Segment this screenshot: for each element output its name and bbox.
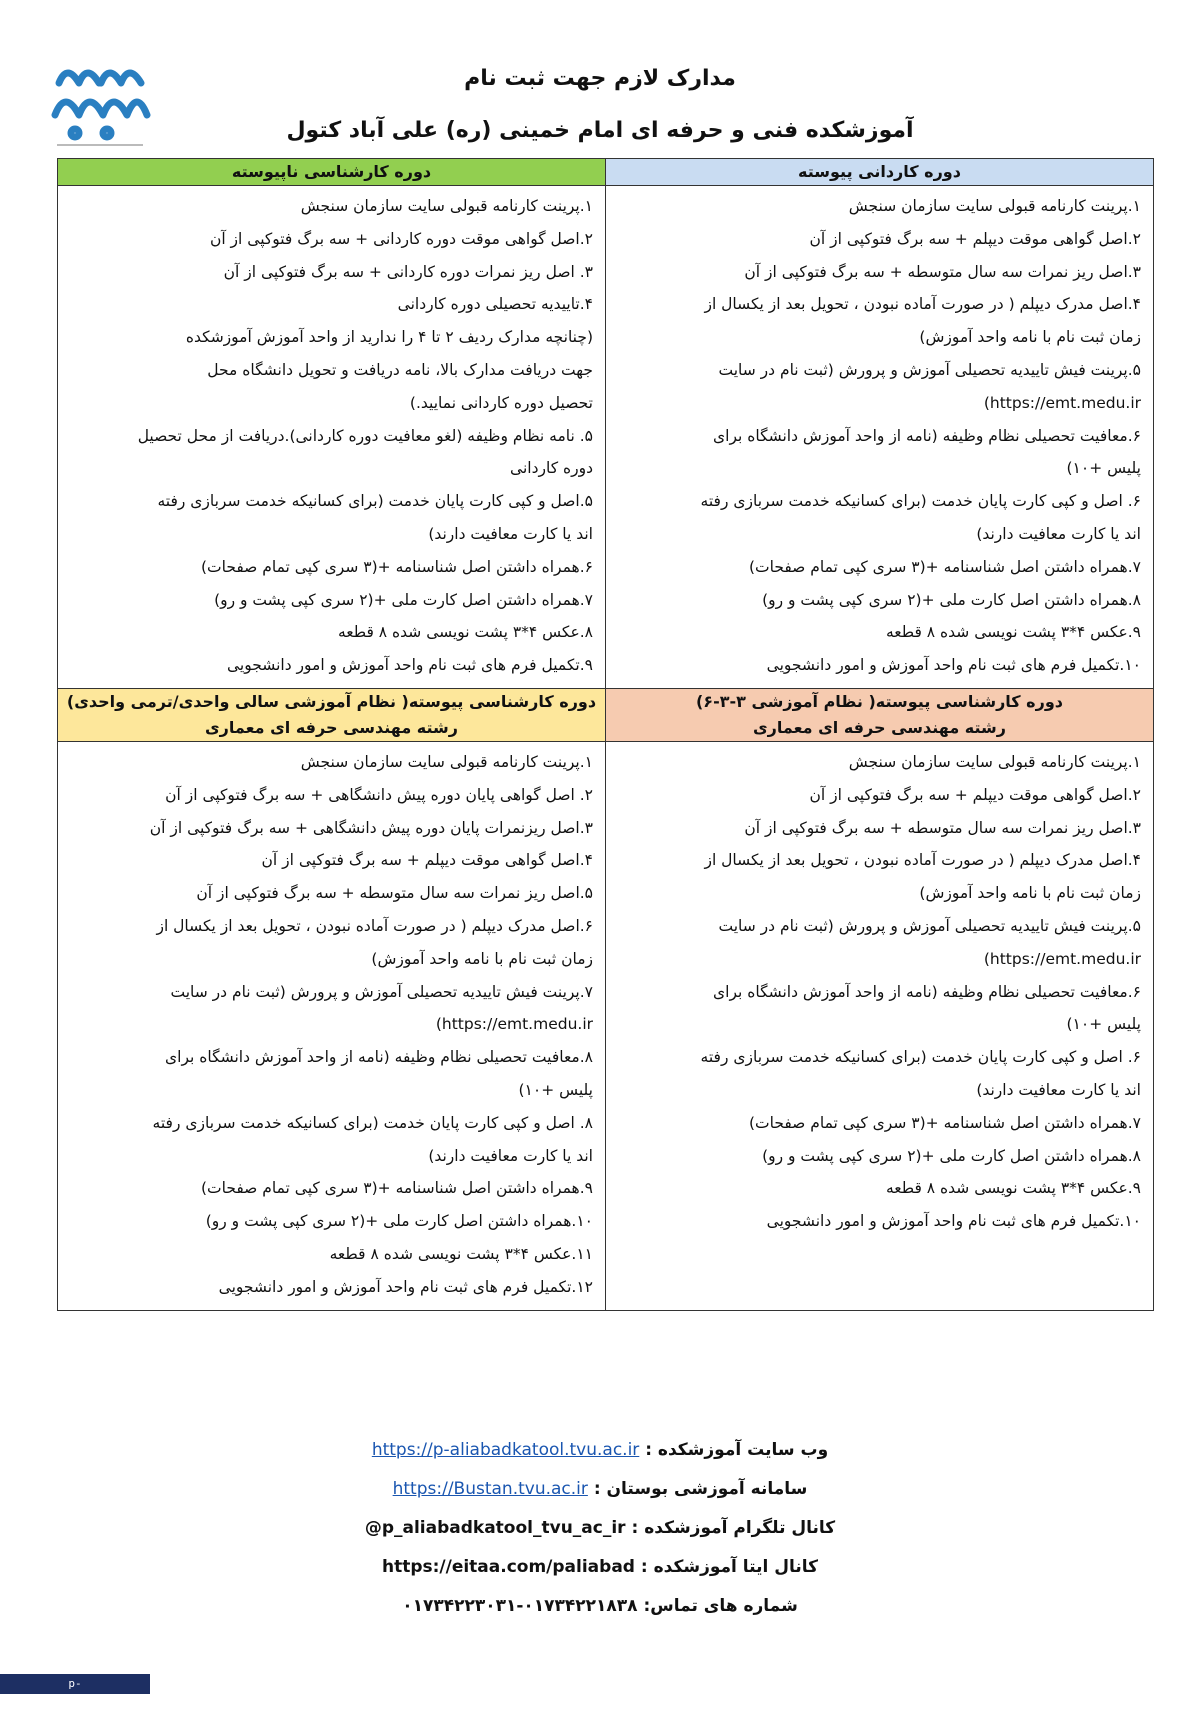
header-peyvaste-annual [58, 688, 606, 741]
list-item: ۴.تاییدیه تحصیلی دوره کاردانی [397, 295, 593, 314]
telegram-label: کانال تلگرام آموزشکده : [631, 1518, 836, 1538]
list-item: زمان ثبت نام با نامه واحد آموزش) [371, 949, 593, 968]
footer-telegram [200, 1518, 1000, 1538]
list-item: ۱۲.تکمیل فرم های ثبت نام واحد آموزش و امور دانشجویی [218, 1277, 593, 1296]
list-kardani [606, 186, 1153, 688]
header-kardani: دوره کاردانی پیوسته [606, 159, 1154, 186]
list-item: ۵. نامه نظام وظیفه (لغو معافیت دوره کاردانی).دریافت از محل تحصیل [137, 426, 593, 445]
list-item: اند یا کارت معافیت دارند) [428, 1146, 593, 1165]
list-item: ۳. اصل ریز نمرات دوره کاردانی + سه برگ فتوکپی از آن [223, 262, 593, 281]
list-item: ۸.معافیت تحصیلی نظام وظیفه (نامه از واحد آموزش دانشگاه برای [165, 1048, 593, 1067]
header-peyvaste-annual-major: رشته مهندسی حرفه ای معماری [205, 717, 458, 737]
page-title: مدارک لازم جهت ثبت نام [464, 66, 736, 91]
list-item: ۵.پرینت فیش تاییدیه تحصیلی آموزش و پرورش (ثبت نام در سایت [718, 916, 1141, 935]
list-item: ۳.اصل ریز نمرات سه سال متوسطه + سه برگ فتوکپی از آن [744, 818, 1141, 837]
bustan-label: سامانه آموزشی بوستان : [593, 1479, 808, 1499]
footer-website [200, 1440, 1000, 1460]
website-label: وب سایت آموزشکده : [645, 1440, 829, 1460]
list-item: ۲.اصل گواهی موقت دیپلم + سه برگ فتوکپی از آن [809, 229, 1141, 248]
list-item: ۶.اصل مدرک دیپلم ( در صورت آماده نبودن ، تحویل بعد از یکسال از [156, 916, 593, 935]
list-item: ۵.پرینت فیش تاییدیه تحصیلی آموزش و پرورش (ثبت نام در سایت [718, 360, 1141, 379]
list-item: ۲. اصل گواهی پایان دوره پیش دانشگاهی + سه برگ فتوکپی از آن [165, 785, 593, 804]
bustan-logo [45, 45, 155, 155]
list-item: پلیس +۱۰) [518, 1080, 593, 1099]
list-item: ۱.پرینت کارنامه قبولی سایت سازمان سنجش [848, 197, 1141, 215]
list-item: ۹.همراه داشتن اصل شناسنامه +(۳ سری کپی تمام صفحات) [200, 1179, 593, 1198]
list-item: ۱۰.همراه داشتن اصل کارت ملی +(۲ سری کپی پشت و رو) [205, 1212, 593, 1231]
bustan-link[interactable]: https://Bustan.tvu.ac.ir [392, 1479, 588, 1499]
list-item: ۶. اصل و کپی کارت پایان خدمت (برای کسانیکه خدمت سربازی رفته [700, 1048, 1141, 1067]
list-item: اند یا کارت معافیت دارند) [428, 524, 593, 543]
list-item: ۳.اصل ریزنمرات پایان دوره پیش دانشگاهی + سه برگ فتوکپی از آن [149, 818, 593, 837]
list-item: ۴.اصل مدرک دیپلم ( در صورت آماده نبودن ، تحویل بعد از یکسال از [704, 295, 1141, 314]
eitaa-label: کانال ایتا آموزشکده : [640, 1557, 819, 1577]
list-item: ۱.پرینت کارنامه قبولی سایت سازمان سنجش [300, 197, 593, 215]
list-item: زمان ثبت نام با نامه واحد آموزش) [919, 884, 1141, 903]
footer-phone [200, 1596, 1000, 1616]
website-link[interactable]: https://p-aliabadkatool.tvu.ac.ir [371, 1440, 640, 1460]
list-item: ۹.تکمیل فرم های ثبت نام واحد آموزش و امور دانشجویی [227, 656, 593, 675]
list-item: جهت دریافت مدارک بالا، نامه دریافت و تحویل دانشگاه محل [207, 360, 593, 379]
list-item: ۶.معافیت تحصیلی نظام وظیفه (نامه از واحد آموزش دانشگاه برای [713, 426, 1141, 445]
list-item: ۷.همراه داشتن اصل کارت ملی +(۲ سری کپی پشت و رو) [214, 590, 593, 609]
header-peyvaste-636 [606, 688, 1154, 741]
list-item: ۸. اصل و کپی کارت پایان خدمت (برای کسانیکه خدمت سربازی رفته [152, 1113, 593, 1132]
telegram-handle: @p_aliabadkatool_tvu_ac_ir [364, 1518, 626, 1538]
list-item: ۸.عکس ۴*۳ پشت نویسی شده ۸ قطعه [337, 623, 593, 642]
phone-numbers: ۰۱۷۳۴۲۲۱۸۳۸-۰۱۷۳۴۲۲۳۰۳۱ [402, 1596, 638, 1616]
list-item: زمان ثبت نام با نامه واحد آموزش) [919, 328, 1141, 347]
list-napeyvaste [58, 186, 605, 688]
list-item: ۱.پرینت کارنامه قبولی سایت سازمان سنجش [300, 752, 593, 771]
list-item: ۳.اصل ریز نمرات سه سال متوسطه + سه برگ فتوکپی از آن [744, 262, 1141, 281]
list-item: پلیس +۱۰) [1066, 459, 1141, 478]
header-peyvaste-annual-title: دوره کارشناسی پیوسته( نظام آموزشی سالی واحدی/ترمی واحدی) [66, 691, 597, 711]
list-item: ۷.پرینت فیش تاییدیه تحصیلی آموزش و پرورش (ثبت نام در سایت [170, 982, 593, 1001]
footer-eitaa [200, 1557, 1000, 1577]
header-peyvaste-636-title: دوره کارشناسی پیوسته( نظام آموزشی ۳-۳-۶) [695, 691, 1063, 711]
list-item: ۸.همراه داشتن اصل کارت ملی +(۲ سری کپی پشت و رو) [762, 1146, 1141, 1165]
list-item: ۷.همراه داشتن اصل شناسنامه +(۳ سری کپی تمام صفحات) [748, 557, 1141, 576]
list-item: اند یا کارت معافیت دارند) [976, 524, 1141, 543]
list-item: ۵.اصل و کپی کارت پایان خدمت (برای کسانیکه خدمت سربازی رفته [157, 492, 593, 511]
list-item: https://emt.medu.ir) [435, 1015, 593, 1034]
list-item: ۲.اصل گواهی موقت دیپلم + سه برگ فتوکپی از آن [809, 785, 1141, 804]
list-item: دوره کاردانی [510, 459, 593, 478]
list-item: https://emt.medu.ir) [983, 949, 1141, 968]
header-peyvaste-636-major: رشته مهندسی حرفه ای معماری [753, 717, 1006, 737]
list-item: ۱۱.عکس ۴*۳ پشت نویسی شده ۸ قطعه [329, 1244, 593, 1263]
list-item: اند یا کارت معافیت دارند) [976, 1080, 1141, 1099]
page-subtitle: آموزشکده فنی و حرفه ای امام خمینی (ره) علی آباد کتول [286, 118, 914, 143]
list-item: ۹.عکس ۴*۳ پشت نویسی شده ۸ قطعه [885, 623, 1141, 642]
list-item: ۹.عکس ۴*۳ پشت نویسی شده ۸ قطعه [885, 1179, 1141, 1198]
list-peyvaste-636 [606, 742, 1153, 1244]
list-item: (چنانچه مدارک ردیف ۲ تا ۴ را ندارید از واحد آموزش آموزشکده [185, 328, 593, 347]
footer-bustan [200, 1479, 1000, 1499]
list-item: ۱۰.تکمیل فرم های ثبت نام واحد آموزش و امور دانشجویی [766, 1212, 1141, 1231]
list-item: ۶. اصل و کپی کارت پایان خدمت (برای کسانیکه خدمت سربازی رفته [700, 492, 1141, 511]
list-item: ۷.همراه داشتن اصل شناسنامه +(۳ سری کپی تمام صفحات) [748, 1113, 1141, 1132]
phone-label: شماره های تماس: [643, 1596, 798, 1616]
list-item: ۱.پرینت کارنامه قبولی سایت سازمان سنجش [848, 752, 1141, 771]
list-item: ۴.اصل مدرک دیپلم ( در صورت آماده نبودن ، تحویل بعد از یکسال از [704, 851, 1141, 870]
list-item: پلیس +۱۰) [1066, 1015, 1141, 1034]
list-item: ۶.همراه داشتن اصل شناسنامه +(۳ سری کپی تمام صفحات) [200, 557, 593, 576]
list-item: ۸.همراه داشتن اصل کارت ملی +(۲ سری کپی پشت و رو) [762, 590, 1141, 609]
list-item: ۴.اصل گواهی موقت دیپلم + سه برگ فتوکپی از آن [261, 851, 593, 870]
list-item: https://emt.medu.ir) [983, 393, 1141, 412]
list-item: ۲.اصل گواهی موقت دوره کاردانی + سه برگ فتوکپی از آن [209, 229, 593, 248]
list-item: ۵.اصل ریز نمرات سه سال متوسطه + سه برگ فتوکپی از آن [196, 884, 593, 903]
eitaa-url: https://eitaa.com/paliabad [381, 1557, 635, 1577]
requirements-table [57, 158, 1154, 1311]
watermark-strip: p-aliabadkatool.tvu.ac.ir [0, 1674, 150, 1694]
list-peyvaste-annual [58, 742, 605, 1310]
list-item: تحصیل دوره کاردانی نمایید.) [409, 393, 593, 412]
header-napeyvaste: دوره کارشناسی ناپیوسته [58, 159, 606, 186]
list-item: ۶.معافیت تحصیلی نظام وظیفه (نامه از واحد آموزش دانشگاه برای [713, 982, 1141, 1001]
list-item: ۱۰.تکمیل فرم های ثبت نام واحد آموزش و امور دانشجویی [766, 656, 1141, 675]
